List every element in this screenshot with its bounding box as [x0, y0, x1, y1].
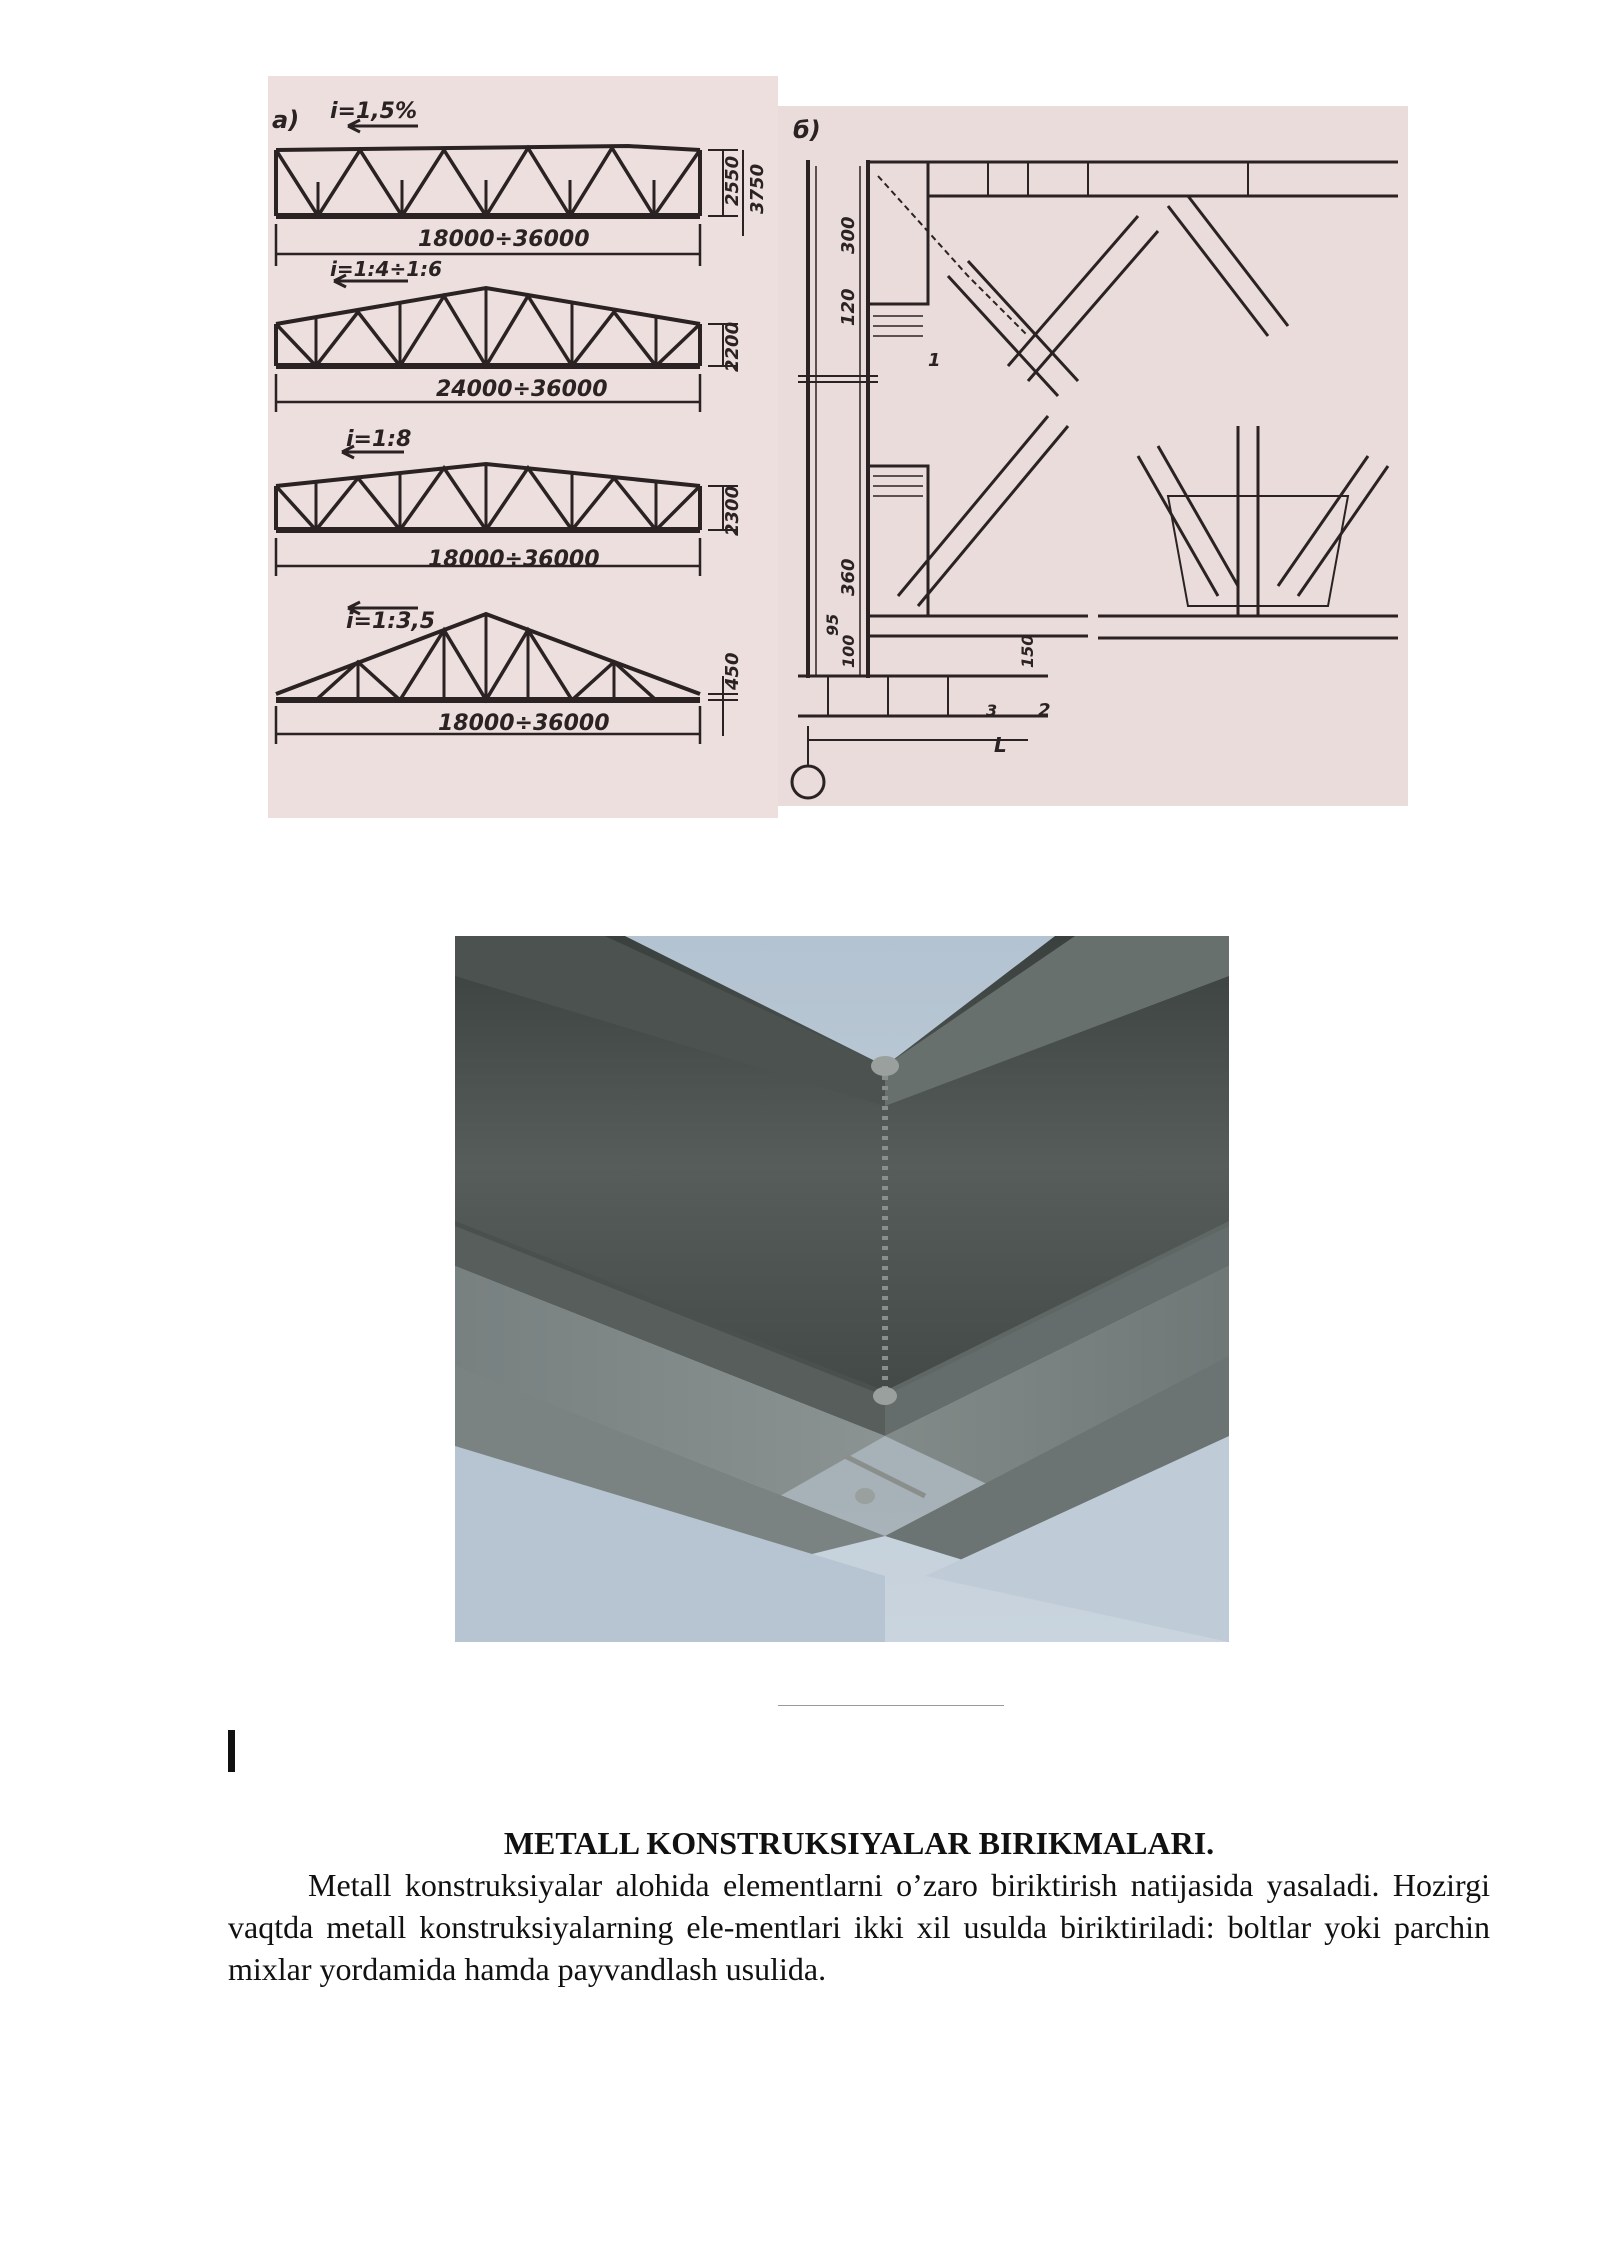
- truss-2-height: 2200: [722, 321, 743, 372]
- panel-b-label: б): [793, 116, 821, 144]
- truss-1-height-1: 2550: [722, 155, 743, 206]
- dim-150: 150: [1018, 634, 1037, 668]
- dim-100: 100: [839, 634, 858, 668]
- panel-a-label: а): [272, 106, 300, 134]
- truss-1-height-2: 3750: [747, 163, 768, 214]
- truss-3-span: 18000÷36000: [428, 547, 600, 572]
- truss-4-height: 450: [722, 652, 743, 690]
- truss-4-span: 18000÷36000: [438, 711, 610, 736]
- truss-3-slope: i=1:8: [346, 427, 412, 452]
- body-paragraph: Metall konstruksiyalar alohida elementlarni o’zaro biriktirish natijasida yasaladi. Hozirgi vaqtda metall konstruksiyalarning ele-mentlari ikki xil usulda biriktiriladi: boltlar yoki parchin mixlar yordamida hamda payvandlash usulida.: [228, 1867, 1490, 1987]
- truss-4-slope: i=1:3,5: [346, 609, 436, 634]
- footnote-separator: [778, 1705, 1004, 1706]
- truss-1-slope: i=1,5%: [330, 99, 417, 124]
- steel-beam-joint-photo: [455, 936, 1229, 1642]
- dim-3: 3: [986, 701, 998, 720]
- section-heading: METALL KONSTRUKSIYALAR BIRIKMALARI.: [503, 1825, 1215, 1861]
- truss-3-height: 2300: [722, 485, 743, 536]
- truss-drawing-figure: [268, 76, 1408, 818]
- text-cursor-marker: [228, 1730, 235, 1772]
- truss-1-span: 18000÷36000: [418, 227, 590, 252]
- callout-1: 1: [928, 350, 941, 371]
- dim-L: L: [994, 733, 1007, 757]
- truss-2-slope: i=1:4÷1:6: [330, 257, 443, 281]
- dim-360: 360: [838, 558, 859, 596]
- truss-2-span: 24000÷36000: [436, 377, 608, 402]
- dim-300: 300: [838, 216, 859, 254]
- callout-2: 2: [1038, 700, 1051, 721]
- dim-120: 120: [838, 288, 859, 326]
- dim-95: 95: [823, 613, 842, 636]
